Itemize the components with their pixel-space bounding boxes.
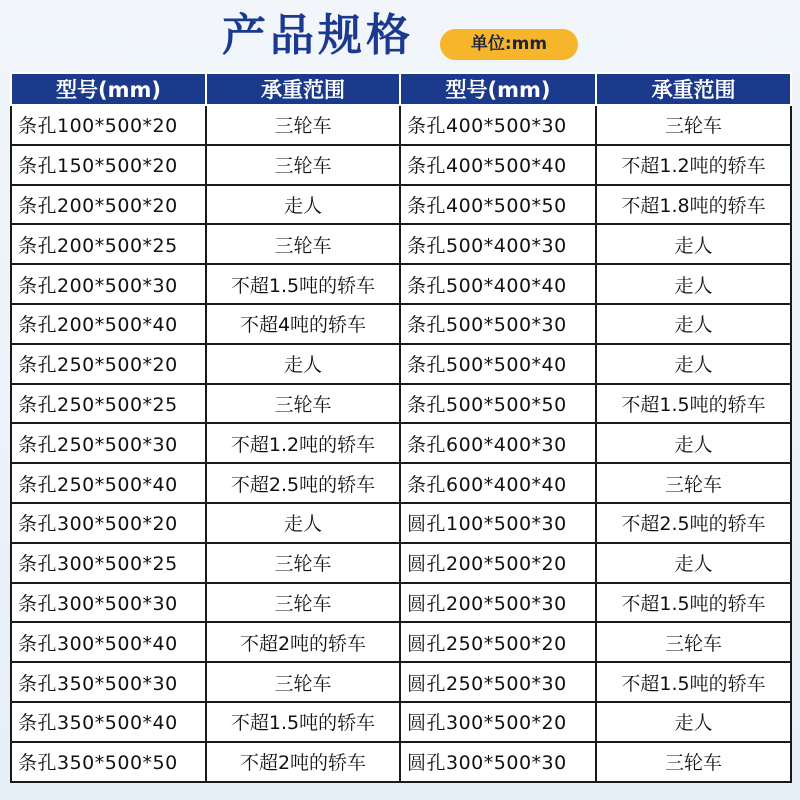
model-cell: 条孔250*500*40 [11,463,206,503]
table-row [11,105,791,145]
header-row [11,73,791,105]
table-row [11,423,791,463]
model-cell: 圆孔250*500*30 [400,662,596,702]
table-row [11,145,791,185]
table-row [11,742,791,782]
model-cell: 条孔200*500*20 [11,185,206,225]
table-row [11,344,791,384]
load-cell: 不超1.8吨的轿车 [596,185,791,225]
table-row [11,503,791,543]
table-row [11,224,791,264]
column-header-load: 承重范围 [206,73,400,105]
model-cell: 条孔600*400*40 [400,463,596,503]
load-cell: 不超1.5吨的轿车 [596,583,791,623]
load-cell: 走人 [596,344,791,384]
table-row [11,622,791,662]
load-cell: 不超1.5吨的轿车 [596,384,791,424]
model-cell: 条孔300*500*20 [11,503,206,543]
model-cell: 圆孔300*500*30 [400,742,596,782]
load-cell: 走人 [206,344,400,384]
load-cell: 三轮车 [206,105,400,145]
load-cell: 三轮车 [596,622,791,662]
model-cell: 条孔500*500*30 [400,304,596,344]
load-cell: 不超1.2吨的轿车 [206,423,400,463]
model-cell: 条孔400*500*30 [400,105,596,145]
table-row [11,185,791,225]
model-cell: 条孔400*500*40 [400,145,596,185]
load-cell: 不超2吨的轿车 [206,622,400,662]
load-cell: 走人 [596,264,791,304]
model-cell: 条孔250*500*20 [11,344,206,384]
load-cell: 走人 [596,543,791,583]
model-cell: 圆孔100*500*30 [400,503,596,543]
load-cell: 走人 [206,185,400,225]
model-cell: 圆孔250*500*20 [400,622,596,662]
model-cell: 条孔250*500*30 [11,423,206,463]
table-row [11,304,791,344]
model-cell: 条孔100*500*20 [11,105,206,145]
table-row [11,543,791,583]
table-row [11,264,791,304]
model-cell: 条孔200*500*30 [11,264,206,304]
model-cell: 条孔600*400*30 [400,423,596,463]
model-cell: 条孔200*500*40 [11,304,206,344]
page-title: 产品规格 [222,10,414,61]
load-cell: 三轮车 [206,224,400,264]
load-cell: 三轮车 [206,583,400,623]
load-cell: 三轮车 [206,384,400,424]
model-cell: 条孔350*500*30 [11,662,206,702]
model-cell: 条孔500*500*40 [400,344,596,384]
load-cell: 三轮车 [206,543,400,583]
load-cell: 不超2吨的轿车 [206,742,400,782]
load-cell: 不超1.5吨的轿车 [206,264,400,304]
spec-table [10,72,792,783]
model-cell: 条孔300*500*30 [11,583,206,623]
load-cell: 三轮车 [596,463,791,503]
table-row [11,662,791,702]
page-header [0,0,800,72]
model-cell: 条孔300*500*40 [11,622,206,662]
table-row [11,463,791,503]
table-header [11,73,791,105]
model-cell: 条孔500*400*30 [400,224,596,264]
model-cell: 条孔500*500*50 [400,384,596,424]
column-header-load: 承重范围 [596,73,791,105]
load-cell: 走人 [596,702,791,742]
model-cell: 条孔400*500*50 [400,185,596,225]
model-cell: 条孔350*500*50 [11,742,206,782]
load-cell: 不超2.5吨的轿车 [596,503,791,543]
load-cell: 三轮车 [596,742,791,782]
model-cell: 圆孔200*500*30 [400,583,596,623]
load-cell: 走人 [206,503,400,543]
load-cell: 三轮车 [596,105,791,145]
load-cell: 不超1.2吨的轿车 [596,145,791,185]
load-cell: 走人 [596,304,791,344]
model-cell: 条孔250*500*25 [11,384,206,424]
model-cell: 条孔150*500*20 [11,145,206,185]
load-cell: 三轮车 [206,662,400,702]
model-cell: 条孔300*500*25 [11,543,206,583]
load-cell: 三轮车 [206,145,400,185]
model-cell: 条孔200*500*25 [11,224,206,264]
load-cell: 走人 [596,423,791,463]
table-row [11,384,791,424]
unit-badge: 单位:mm [440,29,578,60]
table-row [11,583,791,623]
model-cell: 圆孔200*500*20 [400,543,596,583]
load-cell: 不超1.5吨的轿车 [206,702,400,742]
model-cell: 条孔500*400*40 [400,264,596,304]
load-cell: 不超1.5吨的轿车 [596,662,791,702]
table-row [11,702,791,742]
model-cell: 圆孔300*500*20 [400,702,596,742]
column-header-model: 型号(mm) [11,73,206,105]
load-cell: 走人 [596,224,791,264]
load-cell: 不超2.5吨的轿车 [206,463,400,503]
load-cell: 不超4吨的轿车 [206,304,400,344]
model-cell: 条孔350*500*40 [11,702,206,742]
table-body [11,105,791,782]
column-header-model: 型号(mm) [400,73,596,105]
